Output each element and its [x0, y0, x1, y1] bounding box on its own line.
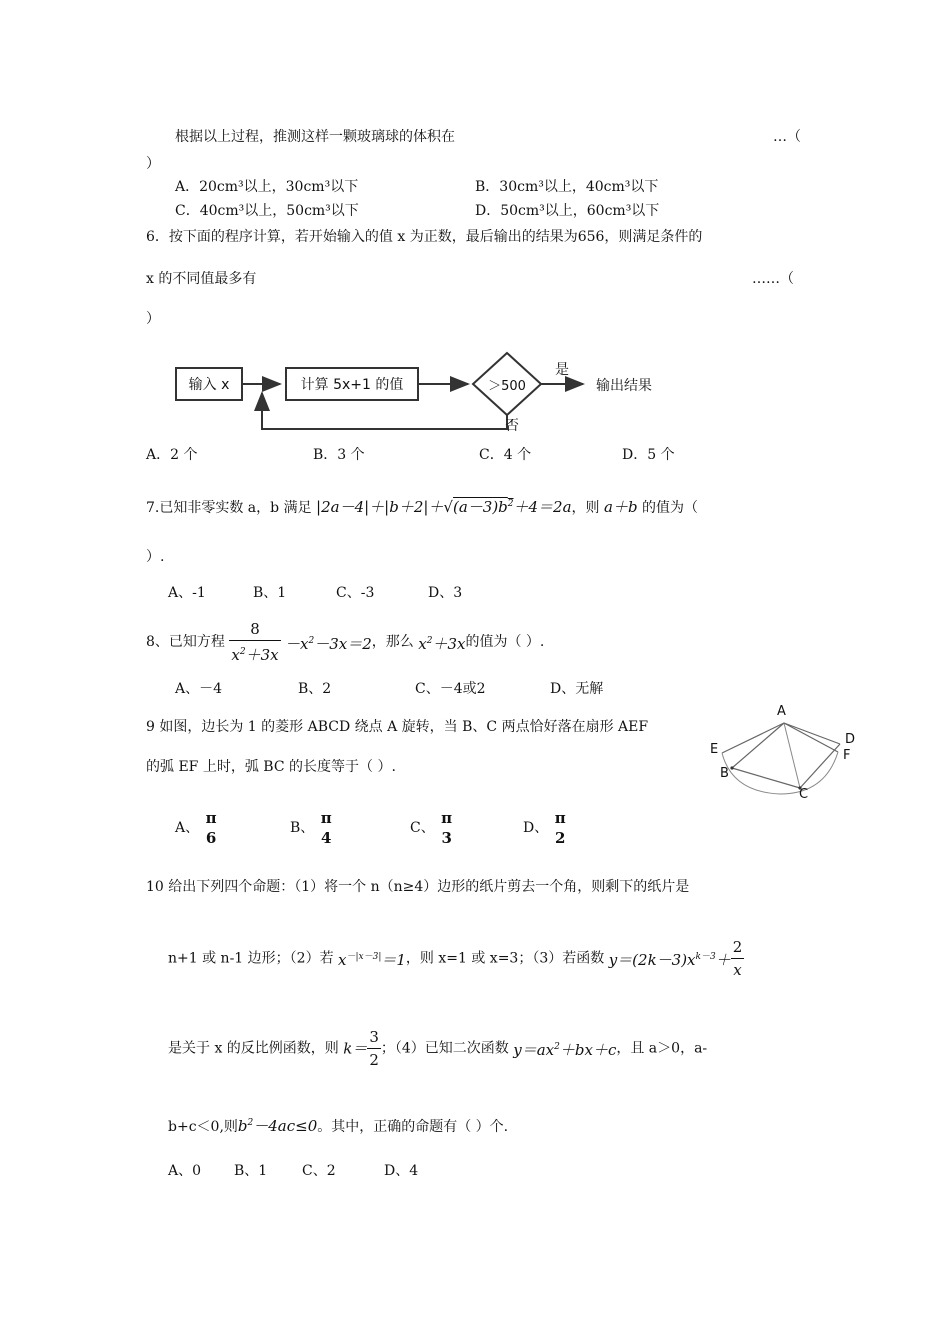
q9-option-d: D、 π 2	[523, 809, 566, 847]
q7-a-plus-b: a＋b	[604, 498, 638, 516]
q8-expression: $x^2+3x$	[418, 634, 466, 653]
q8-prefix: 8、已知方程	[146, 634, 225, 650]
point-b-label: B	[720, 766, 729, 781]
q8-stem	[146, 618, 544, 666]
point-d-label: D	[845, 732, 856, 747]
q5-answer-dots: …（	[773, 129, 801, 145]
q9-line2: 的弧 EF 上时，弧 BC 的长度等于（ ）.	[146, 759, 396, 775]
q7-suffix-post: 的值为（	[642, 500, 698, 516]
flow-no-label: 否	[505, 418, 519, 434]
q7-option-b: B、1	[253, 585, 287, 601]
segment-ae	[722, 723, 784, 753]
q9-option-a: A、 π 6	[175, 809, 217, 847]
q9-option-b: B、 π 4	[290, 809, 332, 847]
q5-stem: 根据以上过程，推测这样一颗玻璃球的体积在	[175, 129, 455, 145]
point-b-dot	[730, 766, 733, 769]
q9-line1: 9 如图，边长为 1 的菱形 ABCD 绕点 A 旋转，当 B、C 两点恰好落在扇形 AEF	[146, 719, 649, 735]
flow-output-label: 输出结果	[596, 378, 652, 394]
segment-bc	[732, 768, 800, 788]
q10-line3: 是关于 x 的反比例函数，则 k＝ $\frac{3}{2}$ ；（4）已知二次函数 $y=ax^2+bx+c$，且 a＞0，a-	[168, 1028, 708, 1069]
flowchart	[150, 345, 710, 440]
q5-option-c: C．40cm³以上，50cm³以下	[175, 203, 359, 219]
point-e-label: E	[710, 742, 719, 757]
flow-compute-box: 计算 5x+1 的值	[285, 367, 419, 401]
q6-line2: x 的不同值最多有	[146, 271, 257, 287]
rhombus-figure	[700, 702, 865, 807]
q5-option-d: D．50cm³以上，60cm³以下	[475, 203, 660, 219]
q8-option-b: B、2	[298, 681, 332, 697]
q10-eq3-fraction: $\frac{2}{x}$	[732, 938, 743, 979]
q6-line1: 6．按下面的程序计算，若开始输入的值 x 为正数，最后输出的结果为656，则满足条件的	[146, 229, 703, 245]
q6-answer-paren: ）	[146, 311, 160, 327]
q6-option-d: D．5 个	[622, 447, 675, 463]
q7-option-d: D、3	[428, 585, 463, 601]
segment-af	[784, 723, 838, 752]
flow-input-box: 输入 x	[175, 367, 243, 401]
q7-equation: $|2a-4|+|b+2|+√(a-3)b^2+4=2a$	[316, 498, 572, 516]
arc-ef	[722, 752, 838, 794]
q7-prefix: 7.已知非零实数 a，b 满足	[146, 500, 312, 516]
q6-option-a: A．2 个	[146, 447, 198, 463]
q10-k-eq: k＝	[343, 1039, 368, 1058]
point-a-label: A	[777, 704, 786, 719]
q10-line4: b+c＜0,则$b^2-4ac\le 0$。其中，正确的命题有（ ）个.	[168, 1117, 509, 1135]
q10-option-a: A、0	[168, 1163, 202, 1179]
q10-option-d: D、4	[384, 1163, 419, 1179]
q8-fraction: $\frac{8}{x^2+3x}$	[231, 620, 279, 664]
q8-mid: ，那么	[371, 634, 414, 650]
q10-quadratic: $y=ax^2+bx+c$	[513, 1041, 617, 1059]
q10-k-fraction: $\frac{3}{2}$	[369, 1028, 379, 1069]
q9-option-c: C、 π 3	[410, 809, 453, 847]
q10-line2: n+1 或 n-1 边形；（2）若 $x^{-|x-3|}=1$，则 x=1 或 x=3；（3）若函数 $y=(2k-3)x^{k-3}+$ $\frac{2}{x}$	[168, 938, 743, 979]
q5-option-a: A．20cm³以上，30cm³以下	[175, 179, 359, 195]
q7-stem	[146, 495, 698, 517]
q6-option-b: B．3 个	[313, 447, 365, 463]
q8-equation-rest: $-x^2-3x=2$	[285, 634, 372, 653]
q5-option-b: B．30cm³以上，40cm³以下	[475, 179, 659, 195]
q10-line1: 10 给出下列四个命题：（1）将一个 n（n≥4）边形的纸片剪去一个角，则剩下的纸片是	[146, 879, 690, 895]
segment-da	[784, 723, 840, 744]
q6-answer-dots: ……（	[752, 271, 794, 287]
q8-option-a: A、－4	[175, 681, 223, 697]
q8-option-d: D、无解	[550, 681, 604, 697]
q8-option-c: C、－4或2	[415, 681, 486, 697]
q10-eq3: $y=(2k-3)x^{k-3}+$	[608, 951, 731, 969]
q7-option-c: C、-3	[336, 585, 375, 601]
q7-close: ）.	[146, 549, 165, 565]
q7-suffix-pre: ，则	[571, 500, 600, 516]
q7-option-a: A、-1	[168, 585, 206, 601]
q5-answer-paren: ）	[146, 156, 160, 172]
point-c-label: C	[799, 787, 809, 802]
q10-eq2: $x^{-|x-3|}=1$	[338, 951, 406, 969]
q10-option-c: C、2	[302, 1163, 336, 1179]
segment-ac	[784, 723, 800, 788]
point-f-label: F	[843, 748, 851, 763]
q6-option-c: C．4 个	[479, 447, 532, 463]
flow-yes-label: 是	[555, 362, 569, 378]
flow-condition-label: ＞500	[488, 379, 526, 394]
q8-suffix: 的值为（ ）.	[465, 634, 545, 650]
q10-discriminant: $b^2-4ac\le 0$	[237, 1117, 318, 1135]
q10-option-b: B、1	[234, 1163, 268, 1179]
segment-ab	[732, 723, 784, 768]
